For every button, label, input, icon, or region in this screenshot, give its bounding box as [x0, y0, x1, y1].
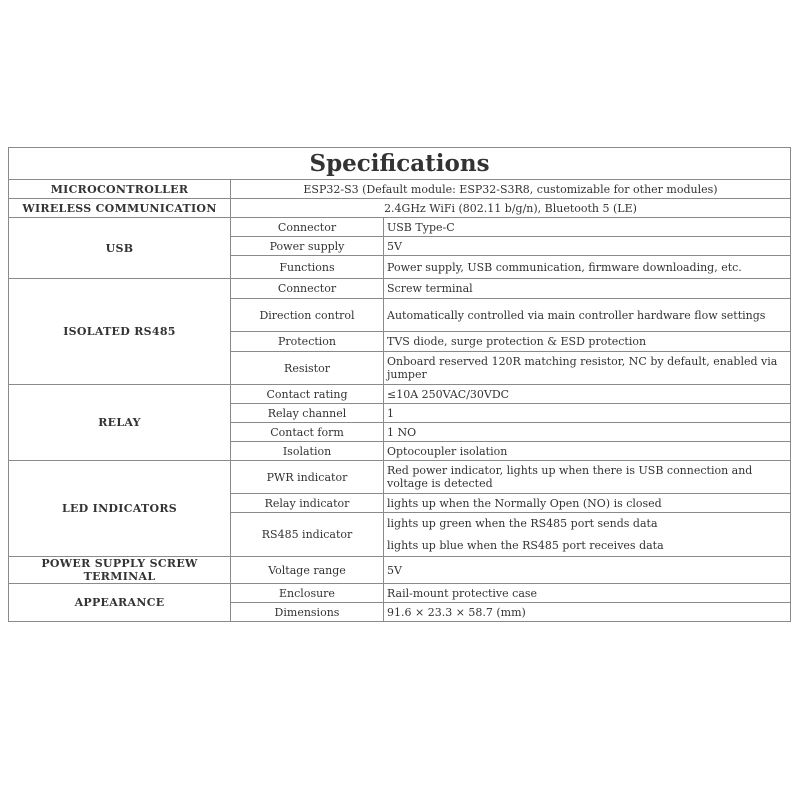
- value-voltage-range: 5V: [384, 557, 791, 584]
- value-usb-functions: Power supply, USB communication, firmware downloading, etc.: [384, 256, 791, 279]
- value-relay-contact-form: 1 NO: [384, 423, 791, 442]
- param-pwr-indicator: PWR indicator: [231, 461, 384, 494]
- value-relay-channel: 1: [384, 404, 791, 423]
- table-row: [9, 557, 791, 584]
- category-led-indicators: LED INDICATORS: [9, 461, 231, 557]
- value-rs485-resistor: Onboard reserved 120R matching resistor, NC by default, enabled via jumper: [384, 352, 791, 385]
- param-relay-contact-rating: Contact rating: [231, 385, 384, 404]
- value-relay-contact-rating: ≤10A 250VAC/30VDC: [384, 385, 791, 404]
- param-enclosure: Enclosure: [231, 584, 384, 603]
- param-relay-isolation: Isolation: [231, 442, 384, 461]
- param-rs485-connector: Connector: [231, 279, 384, 299]
- specifications-table: [8, 147, 791, 622]
- table-row: [9, 279, 791, 299]
- value-rs485-protection: TVS diode, surge protection & ESD protection: [384, 332, 791, 352]
- rs485-indicator-line-receive: lights up blue when the RS485 port receives data: [387, 539, 664, 552]
- value-relay-isolation: Optocoupler isolation: [384, 442, 791, 461]
- param-usb-power-supply: Power supply: [231, 237, 384, 256]
- param-usb-connector: Connector: [231, 218, 384, 237]
- value-dimensions: 91.6 × 23.3 × 58.7 (mm): [384, 603, 791, 622]
- table-row-wireless: [9, 199, 791, 218]
- value-rs485-indicator: [384, 513, 791, 557]
- rs485-indicator-line-send: lights up green when the RS485 port sends data: [387, 517, 658, 530]
- category-power-supply-screw-terminal: POWER SUPPLY SCREW TERMINAL: [9, 557, 231, 584]
- category-appearance: APPEARANCE: [9, 584, 231, 622]
- value-enclosure: Rail-mount protective case: [384, 584, 791, 603]
- table-row-microcontroller: [9, 180, 791, 199]
- category-microcontroller: MICROCONTROLLER: [9, 180, 231, 199]
- value-usb-connector: USB Type-C: [384, 218, 791, 237]
- table-row: [9, 385, 791, 404]
- param-relay-channel: Relay channel: [231, 404, 384, 423]
- category-wireless-communication: WIRELESS COMMUNICATION: [9, 199, 231, 218]
- param-dimensions: Dimensions: [231, 603, 384, 622]
- value-wireless-communication: 2.4GHz WiFi (802.11 b/g/n), Bluetooth 5 (LE): [231, 199, 791, 218]
- category-isolated-rs485: ISOLATED RS485: [9, 279, 231, 385]
- value-usb-power-supply: 5V: [384, 237, 791, 256]
- value-rs485-direction-control: Automatically controlled via main controller hardware flow settings: [384, 299, 791, 332]
- table-row: [9, 218, 791, 237]
- param-relay-contact-form: Contact form: [231, 423, 384, 442]
- value-microcontroller: ESP32-S3 (Default module: ESP32-S3R8, customizable for other modules): [231, 180, 791, 199]
- title-row: [9, 148, 791, 180]
- param-usb-functions: Functions: [231, 256, 384, 279]
- value-rs485-connector: Screw terminal: [384, 279, 791, 299]
- param-rs485-indicator: RS485 indicator: [231, 513, 384, 557]
- param-rs485-direction-control: Direction control: [231, 299, 384, 332]
- category-relay: RELAY: [9, 385, 231, 461]
- param-voltage-range: Voltage range: [231, 557, 384, 584]
- value-pwr-indicator: Red power indicator, lights up when there is USB connection and voltage is detected: [384, 461, 791, 494]
- table-title: Specifications: [9, 148, 791, 180]
- table-row: [9, 461, 791, 494]
- specifications-table-container: [8, 147, 790, 622]
- category-usb: USB: [9, 218, 231, 279]
- value-relay-indicator: lights up when the Normally Open (NO) is closed: [384, 494, 791, 513]
- param-relay-indicator: Relay indicator: [231, 494, 384, 513]
- param-rs485-resistor: Resistor: [231, 352, 384, 385]
- param-rs485-protection: Protection: [231, 332, 384, 352]
- table-row: [9, 584, 791, 603]
